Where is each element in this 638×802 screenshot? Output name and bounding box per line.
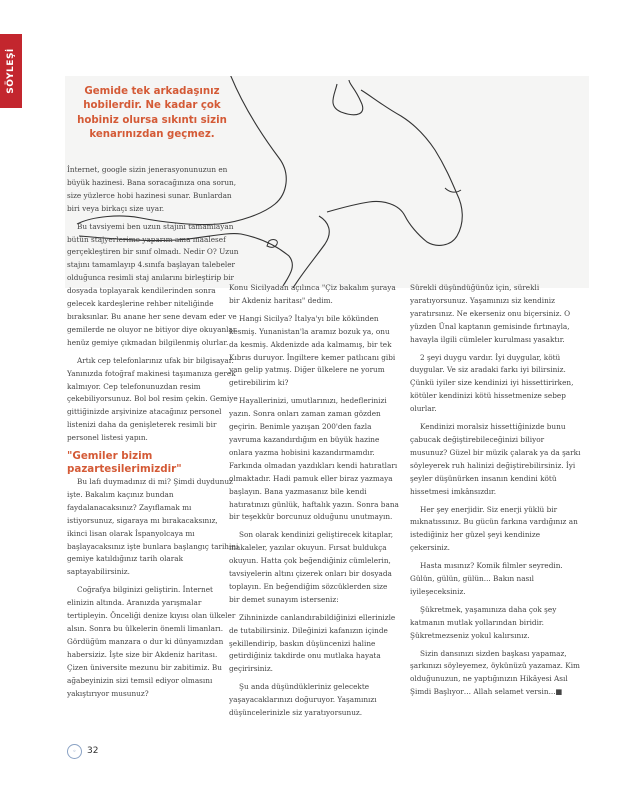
page-badge-icon: ◦ bbox=[67, 744, 82, 759]
paragraph: Son olarak kendinizi geliştirecek kitaplar, makaleler, yazılar okuyun. Fırsat buldukça okuyun. Hatta çok beğendiğiniz cümlelerin, tavsiyelerin altını çizerek onları bir dosyada toplayın. En beğendiğim sözcüklerden size bir demet sunayım isterseniz: bbox=[229, 530, 394, 604]
section-tab bbox=[0, 34, 22, 108]
paragraph: Hasta mısınız? Komik filmler seyredin. Gülün, gülün, gülün... Bakın nasıl iyileşeceksiniz. bbox=[410, 561, 563, 596]
paragraph: Coğrafya bilginizi geliştirin. İnternet elinizin altında. Aranızda yarışmalar tertipleyin. Önceliği denize kıyısı olan ülkeler alsın. Sonra bu ülkelerin önemli limanları. Gördüğüm manzara o dur ki dünyamızdan habersiziz. İşte size bir Akdeniz haritası. Çizen üniversite mezunu bir zabitimiz. Bu ağabeyinizin sizi temsil ediyor olmasını yakıştırıyor musunuz? bbox=[67, 585, 236, 698]
paragraph: 2 şeyi duygu vardır. İyi duygular, kötü duygular. Ve siz aradaki farkı iyi bilirsiniz. Çünkü iyiler size kendinizi iyi hissettirirken, kötüler kendinizi kötü hissetmenize sebep olurlar. bbox=[410, 352, 574, 414]
pull-quote: Gemide tek arkadaşınız hobilerdir. Ne kadar çok hobiniz olursa sıkıntı sizin kenarınızdan geçmez. bbox=[77, 86, 227, 141]
paragraph: Sizin dansınızı sizden başkası yapamaz, şarkınızı söyleyemez, öykünüzü yazamaz. Kim olduğunuzun, ne yaptığınızın Hikâyesi Asıl Şimdi Başlıyor… Allah selamet versin...■ bbox=[410, 648, 580, 697]
paragraph: Bu tavsiyemi ben uzun stajını tamamlayan bütün stajyerlerime yaparım ama maalesef gerçekleştiren bir sınıf olmadı. Nedir O? Uzun stajını tamamlayıp 4.sınıfa başlayan talebeler olduğunca resimli staj anılarını birleştirip bir dosyada toplayarak kendilerinden sonra gelecek kardeşlerine rehber niteliğinde bıraksınlar. Bu anane her sene devam eder ve gemilerde ne oluyor ne bitiyor diye okuyanlar henüz gemiye çıkmadan bilgilenmiş olurlar. bbox=[67, 221, 239, 347]
paragraph: İnternet, google sizin jenerasyonunuzun en büyük hazinesi. Bana soracağınıza ona sorun, size yüzlerce hobi hazinesi sunar. Bunlardan biri veya birkaçı size uyar. bbox=[67, 165, 237, 213]
article-column-3 bbox=[410, 282, 582, 704]
page-number: 32 bbox=[87, 746, 99, 756]
paragraph: Şükretmek, yaşamınıza daha çok şey katmanın mutlak yollarından biridir. Şükretmezseniz yokul kalırsınız. bbox=[410, 604, 557, 640]
paragraph: Hayallerinizi, umutlarınızı, hedeflerinizi yazın. Sonra onları zaman zaman gözden geçirin. Benimle yazışan 200'den fazla yavruma kazandırdığım en büyük hazine onlara yazma hobisini kazandırmamdır. Farkında olmadan yazdıkları kendi hatıratları olmaktadır. Hadi pamuk eller biraz yazmaya başlayın. Bana yazmasanız bile kendi hatıratınızı günlük, haftalık yazın. Sonra bana bir teşekkür borcunuz olduğunu unutmayın. bbox=[229, 396, 399, 522]
paragraph: Artık cep telefonlarınız ufak bir bilgisayar. Yanınızda fotoğraf makinesi taşımanıza gerek kalmıyor. Cep telefonunuzdan resim çekebiliyorsunuz. Bol bol resim çekin. Gemiye gittiğinizde arşivinize atacağınız personel listenizi daha da genişleterek resimli bir personel listesi yapın. bbox=[67, 355, 238, 443]
section-label: SÖYLEŞİ bbox=[6, 48, 16, 94]
paragraph: Hangi Sicilya? İtalya'yı bile kökünden kesmiş. Yunanistan'la aramız bozuk ya, onu da kesmiş. Akdenizde ada kalmamış, bir tek Kıbrıs duruyor. İngiltere kemer patlıcanı gibi yan gelip yatmış. Diğer ülkelere ne yorum getirebilirim ki? bbox=[229, 313, 396, 388]
article-column-1 bbox=[67, 164, 239, 705]
page-footer bbox=[67, 743, 98, 759]
paragraph: Bu lafı duymadınız di mi? Şimdi duydunuz işte. Bakalım kaçınız bundan faydalanacaksınız? Zayıflamak mı istiyorsunuz, sigaraya mı bırakacaksınız, ikinci lisan olarak İspanyolcaya mı başlayacaksınız işte bunlara başlangıç tarihini gemiye katıldığınız tarih olarak saptayabilirsiniz. bbox=[67, 477, 239, 577]
paragraph: Sürekli düşündüğünüz için, sürekli yaratıyorsunuz. Yaşamınızı siz kendiniz yaratırsınız. Ne ekerseniz onu biçersiniz. O yüzden Ünal kaptanın gemisinde fırtınayla, havayla ilgili cümleler kurulması yasaktır. bbox=[410, 283, 571, 344]
subheading: "Gemiler bizim pazartesilerimizdir" bbox=[67, 450, 182, 475]
paragraph: Kendinizi moralsiz hissettiğinizde bunu çabucak değiştirebileceğinizi biliyor musunuz? Güzel bir müzik çalarak ya da şarkı söyleyerek ruh halinizi değiştirebilirsiniz. İyi şeyler düşünürken insanın kendini kötü hissetmesi imkânsızdır. bbox=[410, 422, 581, 496]
paragraph: Her şey enerjidir. Siz enerji yüklü bir mıknatıssınız. Bu gücün farkına vardığınız an istediğiniz her güzel şeyi kendinize çekersiniz. bbox=[410, 504, 578, 553]
paragraph: Konu Sicilyadan açılınca "Çiz bakalım şuraya bir Akdeniz haritası" dedim. bbox=[229, 283, 396, 305]
paragraph: Zihninizde canlandırabildiğinizi ellerinizle de tutabilirsiniz. Dileğinizi kafanızın içinde şekillendirip, baskın düşüncenizi haline getirdiğiniz takdirde onu mutlaka hayata geçirirsiniz. bbox=[229, 612, 396, 674]
article-column-2 bbox=[229, 282, 399, 725]
paragraph: Şu anda düşündükleriniz gelecekte yaşayacaklarınızı doğuruyor. Yaşamınızı düşüncelerinizle siz yaratıyorsunuz. bbox=[229, 682, 377, 718]
